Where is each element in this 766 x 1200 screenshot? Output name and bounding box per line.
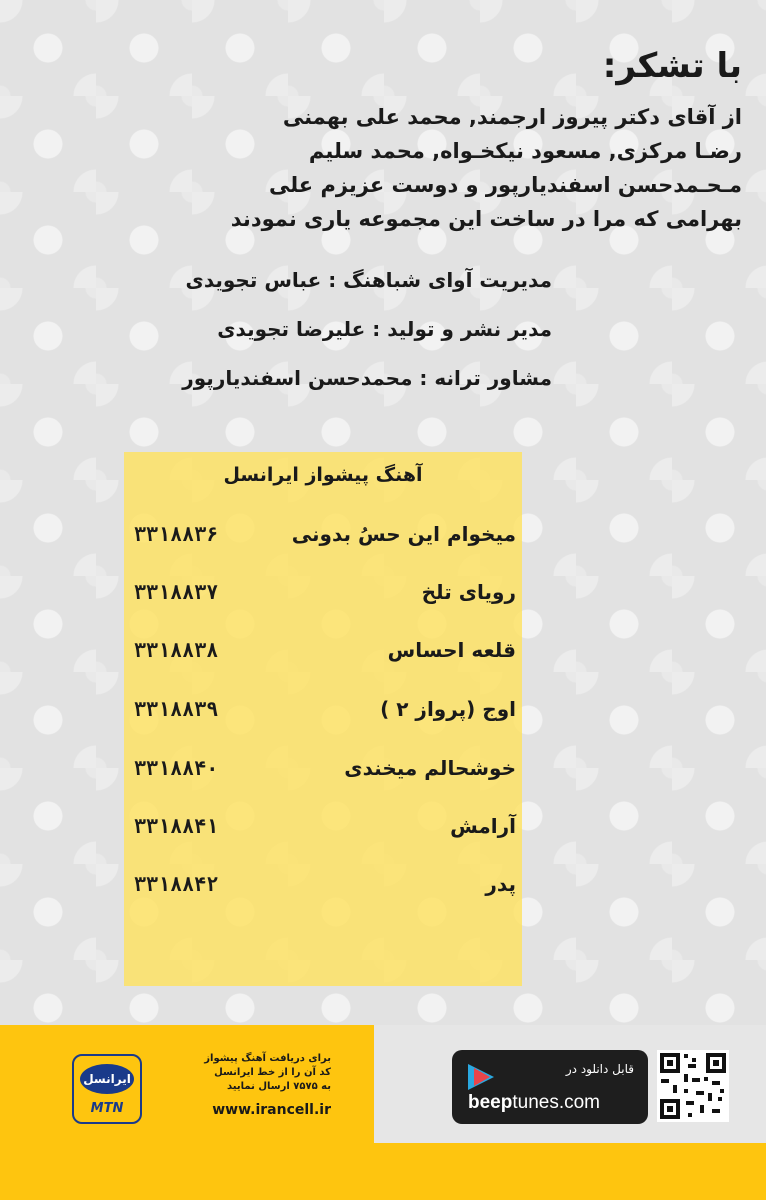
irancell-logo-text: ایرانسل bbox=[80, 1064, 134, 1094]
beeptunes-play-icon-inner bbox=[474, 1068, 490, 1086]
song-code: ۳۳۱۸۸۴۰ bbox=[134, 756, 219, 780]
ringtone-row bbox=[124, 691, 522, 731]
beeptunes-brand bbox=[468, 1092, 600, 1114]
thanks-line: مـحـمدحسن اسفندیارپور و دوست عزیزم علی bbox=[268, 173, 742, 197]
credit-lyrics-advisor: مشاور ترانه : محمدحسن اسفندیارپور bbox=[182, 366, 552, 390]
ringtone-row bbox=[124, 632, 522, 672]
irancell-url[interactable]: www.irancell.ir bbox=[212, 1102, 331, 1118]
song-code: ۳۳۱۸۸۴۱ bbox=[134, 814, 219, 838]
ringtone-row bbox=[124, 516, 522, 556]
thanks-heading: با تشکر: bbox=[602, 46, 742, 86]
song-title: پدر bbox=[485, 872, 516, 896]
qr-code-icon bbox=[657, 1050, 729, 1122]
thanks-line: بهرامی که مرا در ساخت این مجموعه یاری نمودند bbox=[230, 207, 742, 231]
qr-code[interactable] bbox=[657, 1050, 729, 1122]
ringtone-box bbox=[124, 452, 522, 986]
ringtone-row bbox=[124, 866, 522, 906]
thanks-section bbox=[22, 46, 742, 236]
ringtone-header: آهنگ پیشواز ایرانسل bbox=[223, 464, 423, 486]
mtn-brand: MTN bbox=[90, 1101, 124, 1116]
ringtone-row bbox=[124, 750, 522, 790]
song-title: اوج (پرواز ۲ ) bbox=[380, 697, 516, 721]
credit-management: مدیریت آوای شباهنگ : عباس تجویدی bbox=[185, 268, 552, 292]
instruction-line: به ۷۵۷۵ ارسال نمایید bbox=[227, 1081, 331, 1092]
song-title: خوشحالم میخندی bbox=[344, 756, 516, 780]
irancell-instructions bbox=[186, 1052, 331, 1094]
instruction-line: برای دریافت آهنگ پیشواز bbox=[204, 1053, 331, 1064]
song-title: قلعه احساس bbox=[387, 638, 516, 662]
song-code: ۳۳۱۸۸۳۷ bbox=[134, 580, 219, 604]
thanks-line: از آقای دکتر پیروز ارجمند, محمد علی بهمنی bbox=[282, 105, 742, 129]
beeptunes-brand-bold: beep bbox=[468, 1092, 513, 1113]
beeptunes-badge[interactable] bbox=[452, 1050, 648, 1124]
song-title: رویای تلخ bbox=[421, 580, 516, 604]
thanks-line: رضـا مرکزی, مسعود نیکخـواه, محمد سلیم bbox=[308, 139, 742, 163]
credit-publishing: مدیر نشر و تولید : علیرضا تجویدی bbox=[217, 317, 552, 341]
song-code: ۳۳۱۸۸۳۶ bbox=[134, 522, 219, 546]
irancell-mtn-logo bbox=[72, 1054, 142, 1124]
credits-section bbox=[182, 256, 552, 403]
song-title: آرامش bbox=[450, 814, 516, 838]
beeptunes-caption: قابل دانلود در bbox=[565, 1062, 634, 1076]
song-code: ۳۳۱۸۸۳۸ bbox=[134, 638, 219, 662]
ringtone-row bbox=[124, 574, 522, 614]
song-code: ۳۳۱۸۸۳۹ bbox=[134, 697, 219, 721]
instruction-line: کد آن را از خط ایرانسل bbox=[214, 1067, 331, 1078]
song-code: ۳۳۱۸۸۴۲ bbox=[134, 872, 219, 896]
beeptunes-brand-rest: tunes.com bbox=[512, 1092, 601, 1113]
ringtone-row bbox=[124, 808, 522, 848]
song-title: میخوام این حسُ بدونی bbox=[291, 522, 516, 546]
